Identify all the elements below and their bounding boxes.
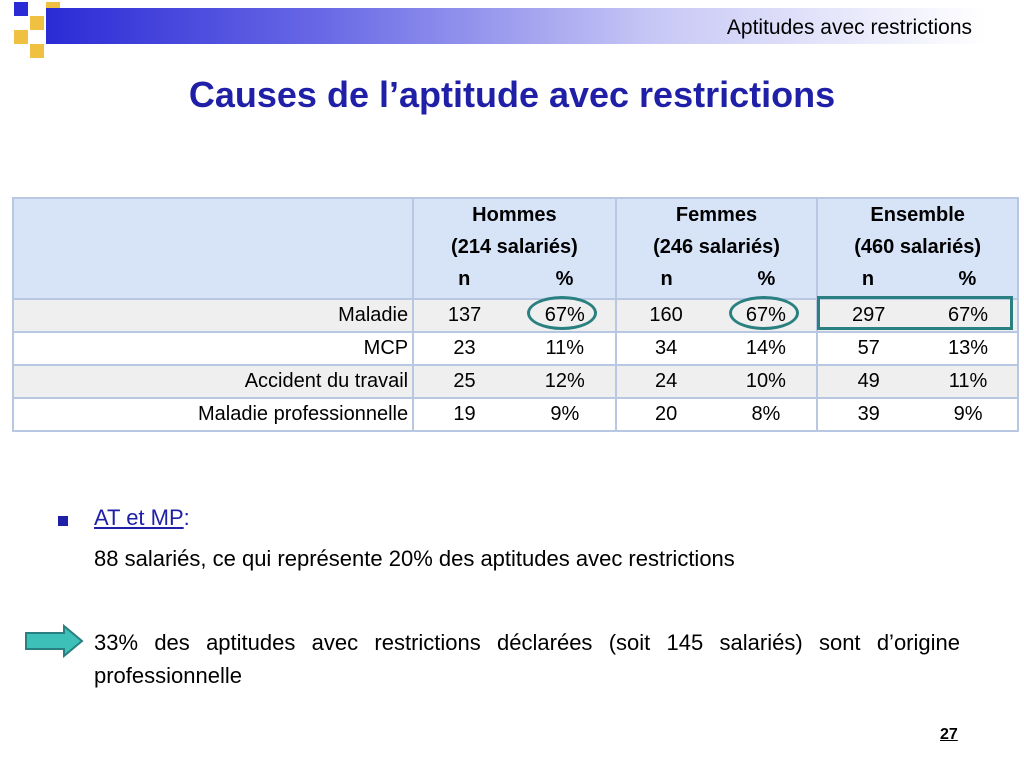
table-row xyxy=(13,332,1018,365)
cell-femmes-pct: 14% xyxy=(716,332,818,365)
header-group-hommes xyxy=(413,198,616,299)
section-title: Aptitudes avec restrictions xyxy=(726,16,972,39)
cell-ensemble-n: 57 xyxy=(817,332,919,365)
subheader-n: n xyxy=(660,268,673,290)
cell-hommes-pct: 9% xyxy=(515,398,616,431)
table-row xyxy=(13,365,1018,398)
cell-hommes-pct: 67% xyxy=(515,299,616,332)
cell-hommes-n: 137 xyxy=(413,299,515,332)
subheader-n: n xyxy=(458,268,471,290)
header-group-ensemble xyxy=(817,198,1018,299)
cell-hommes-n: 25 xyxy=(413,365,515,398)
cell-ensemble-pct: 9% xyxy=(919,398,1018,431)
at-mp-link[interactable]: AT et MP xyxy=(94,505,184,530)
highlight-circle-femmes xyxy=(729,296,799,330)
header-group-femmes xyxy=(616,198,818,299)
group-count: (460 salariés) xyxy=(854,236,982,258)
cell-hommes-n: 19 xyxy=(413,398,515,431)
bullet-at-mp xyxy=(94,505,190,531)
cell-hommes-pct: 11% xyxy=(515,332,616,365)
table-row xyxy=(13,398,1018,431)
subheader-n: n xyxy=(861,268,875,290)
professional-origin-statement: 33% des aptitudes avec restrictions déclarées (soit 145 salariés) sont d’origine professionnelle xyxy=(94,630,960,688)
at-mp-description: 88 salariés, ce qui représente 20% des aptitudes avec restrictions xyxy=(94,546,735,571)
cell-femmes-n: 34 xyxy=(616,332,716,365)
group-name: Femmes xyxy=(675,204,758,226)
row-label: Maladie professionnelle xyxy=(13,398,413,431)
page-number: 27 xyxy=(940,726,958,743)
cell-ensemble-pct: 11% xyxy=(919,365,1018,398)
group-count: (246 salariés) xyxy=(653,236,780,258)
arrow-right-icon xyxy=(24,624,84,658)
subheader-pct: % xyxy=(958,268,977,290)
cell-ensemble-pct: 13% xyxy=(919,332,1018,365)
cell-hommes-pct: 12% xyxy=(515,365,616,398)
cell-ensemble-n: 49 xyxy=(817,365,919,398)
highlight-box-ensemble xyxy=(817,296,1013,330)
slide-title: Causes de l’aptitude avec restrictions xyxy=(188,74,836,115)
row-label: MCP xyxy=(13,332,413,365)
subheader-pct: % xyxy=(757,268,776,290)
group-count: (214 salariés) xyxy=(451,236,578,258)
subheader-pct: % xyxy=(555,268,574,290)
cell-femmes-pct: 67% xyxy=(716,299,818,332)
cell-ensemble-pct: 67% xyxy=(919,299,1018,332)
row-label: Maladie xyxy=(13,299,413,332)
square-bullet-icon xyxy=(58,516,68,526)
at-mp-colon: : xyxy=(183,505,190,530)
cell-ensemble-n: 297 xyxy=(817,299,919,332)
table-header-row xyxy=(13,198,1018,299)
cell-femmes-pct: 8% xyxy=(716,398,818,431)
group-name: Hommes xyxy=(472,204,557,226)
cell-femmes-n: 160 xyxy=(616,299,716,332)
cell-hommes-n: 23 xyxy=(413,332,515,365)
highlight-circle-hommes xyxy=(527,296,597,330)
cell-femmes-n: 24 xyxy=(616,365,716,398)
row-label: Accident du travail xyxy=(13,365,413,398)
cell-femmes-pct: 10% xyxy=(716,365,818,398)
group-name: Ensemble xyxy=(870,204,965,226)
header-empty-cell xyxy=(13,198,413,299)
cell-ensemble-n: 39 xyxy=(817,398,919,431)
cell-femmes-n: 20 xyxy=(616,398,716,431)
